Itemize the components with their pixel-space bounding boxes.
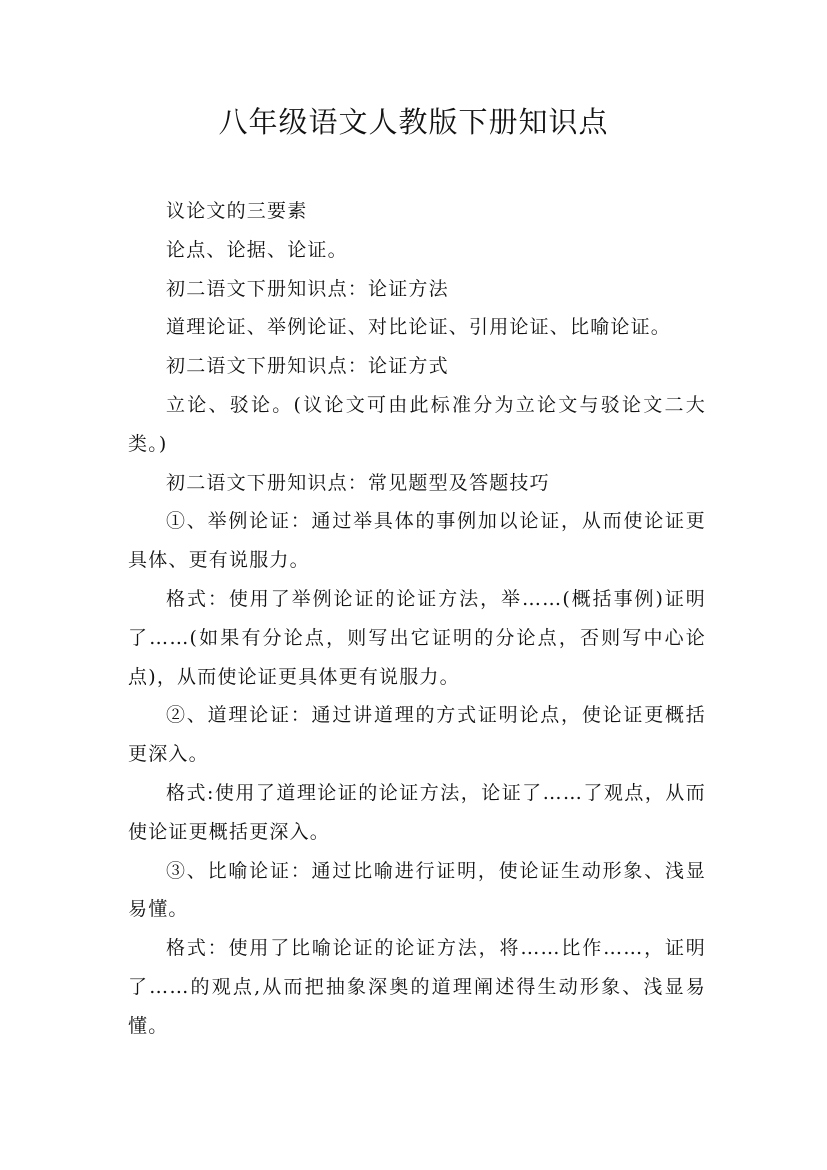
paragraph: 议论文的三要素 xyxy=(166,200,308,222)
document-body xyxy=(128,192,706,1046)
paragraph: 论点、论据、论证。 xyxy=(166,238,348,261)
document-title: 八年级语文人教版下册知识点 xyxy=(218,105,609,139)
paragraph: 初二语文下册知识点：论证方式 xyxy=(166,355,449,378)
paragraph: 格式：使用了比喻论证的论证方法，将……比作……，证明了……的观点,从而把抽象深奥的道理阐述得生动形象、浅显易懂。 xyxy=(128,937,706,1037)
paragraph: 初二语文下册知识点：常见题型及答题技巧 xyxy=(166,471,550,494)
paragraph: 立论、驳论。(议论文可由此标准分为立论文与驳论文二大类。) xyxy=(128,393,706,455)
paragraph: ③、比喻论证：通过比喻进行证明，使论证生动形象、浅显易懂。 xyxy=(128,859,706,921)
paragraph: 初二语文下册知识点：论证方法 xyxy=(166,277,449,300)
paragraph: 道理论证、举例论证、对比论证、引用论证、比喻论证。 xyxy=(166,316,672,339)
paragraph: ②、道理论证：通过讲道理的方式证明论点，使论证更概括更深入。 xyxy=(128,704,706,766)
paragraph: ①、举例论证：通过举具体的事例加以论证，从而使论证更具体、更有说服力。 xyxy=(128,510,706,572)
paragraph: 格式：使用了举例论证的论证方法，举……(概括事例)证明了……(如果有分论点，则写出它证明的分论点，否则写中心论点)，从而使论证更具体更有说服力。 xyxy=(128,587,706,688)
paragraph: 格式:使用了道理论证的论证方法，论证了……了观点，从而使论证更概括更深入。 xyxy=(128,781,706,843)
